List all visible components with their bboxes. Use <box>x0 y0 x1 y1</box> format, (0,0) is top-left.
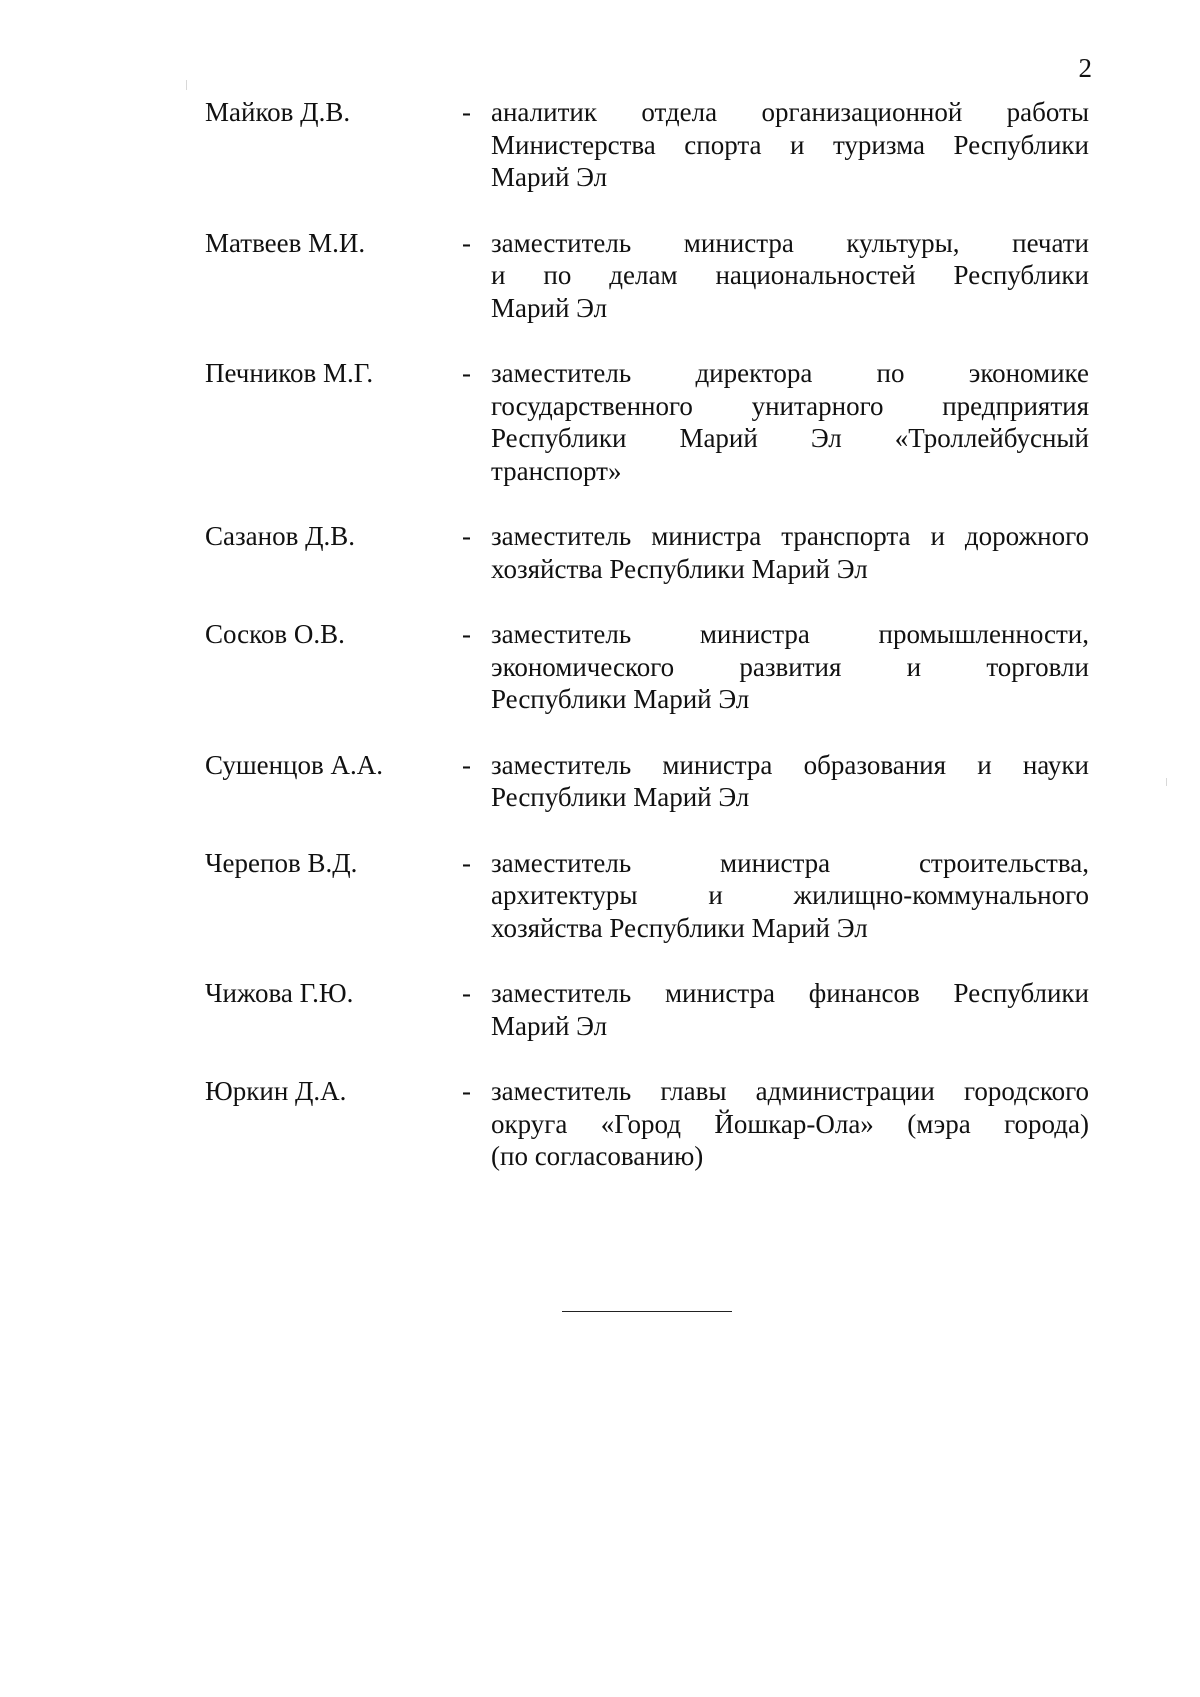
member-list <box>0 96 1200 1173</box>
member-role-line: Республики Марий Эл <box>491 684 750 714</box>
member-role-line: архитектуры и жилищно-коммунального <box>491 880 1089 910</box>
member-role-line: Министерства спорта и туризма Республики <box>491 129 1089 160</box>
member-dash: - <box>462 619 471 649</box>
scan-artifact <box>186 80 187 90</box>
page-number: 2 <box>1078 53 1092 83</box>
member-name: Черепов В.Д. <box>205 847 358 878</box>
member-role-line: округа «Город Йошкар-Ола» (мэра города) <box>491 1108 1089 1139</box>
member-row <box>0 357 1200 487</box>
member-name: Сазанов Д.В. <box>205 521 356 551</box>
member-name: Сушенцов А.А. <box>205 749 384 780</box>
member-role <box>491 618 1089 716</box>
member-row <box>0 227 1200 325</box>
member-role-line: Марий Эл <box>491 292 608 323</box>
member-role-line: аналитик отдела организационной работы <box>491 97 1089 127</box>
scan-artifact <box>1166 778 1167 786</box>
member-dash: - <box>462 1076 471 1106</box>
member-role <box>491 520 1089 585</box>
member-dash: - <box>462 749 471 780</box>
member-row <box>0 96 1200 194</box>
member-role <box>491 96 1089 194</box>
member-dash: - <box>462 227 471 258</box>
member-role-line: и по делам национальностей Республики <box>491 260 1089 290</box>
member-dash: - <box>462 847 471 878</box>
member-role-line: (по согласованию) <box>491 1141 704 1171</box>
member-role-line: заместитель директора по экономике <box>491 358 1089 388</box>
member-role-line: заместитель министра промышленности, <box>491 619 1089 649</box>
member-role-line: Марий Эл <box>491 1010 608 1041</box>
member-name: Чижова Г.Ю. <box>205 978 354 1008</box>
member-role-line: транспорт» <box>491 455 622 486</box>
member-role <box>491 1075 1089 1173</box>
member-role-line: Республики Марий Эл «Троллейбусный <box>491 423 1089 453</box>
member-role <box>491 227 1089 325</box>
member-role-line: заместитель министра культуры, печати <box>491 227 1089 258</box>
member-role-line: государственного унитарного предприятия <box>491 390 1089 421</box>
member-name: Печников М.Г. <box>205 358 374 388</box>
member-row <box>0 1075 1200 1173</box>
member-role-line: хозяйства Республики Марий Эл <box>491 912 868 943</box>
member-role <box>491 357 1089 487</box>
member-dash: - <box>462 521 471 551</box>
end-of-list-rule <box>562 1311 732 1312</box>
member-dash: - <box>462 97 471 127</box>
member-role-line: Республики Марий Эл <box>491 782 750 812</box>
member-role-line: заместитель министра финансов Республики <box>491 978 1089 1008</box>
member-name: Матвеев М.И. <box>205 227 366 258</box>
member-role <box>491 977 1089 1042</box>
member-name: Майков Д.В. <box>205 97 351 127</box>
member-name: Сосков О.В. <box>205 619 345 649</box>
member-role-line: заместитель министра транспорта и дорожного <box>491 521 1089 551</box>
member-row <box>0 520 1200 585</box>
member-dash: - <box>462 978 471 1008</box>
member-row <box>0 618 1200 716</box>
member-row <box>0 977 1200 1042</box>
member-row <box>0 749 1200 814</box>
member-dash: - <box>462 358 471 388</box>
member-role-line: заместитель министра образования и науки <box>491 749 1089 780</box>
member-role-line: хозяйства Республики Марий Эл <box>491 553 868 584</box>
member-name: Юркин Д.А. <box>205 1076 347 1106</box>
member-role-line: заместитель главы администрации городского <box>491 1076 1089 1106</box>
member-role-line: заместитель министра строительства, <box>491 847 1089 878</box>
member-role <box>491 847 1089 945</box>
member-role-line: Марий Эл <box>491 162 608 192</box>
member-row <box>0 847 1200 945</box>
member-role <box>491 749 1089 814</box>
member-role-line: экономического развития и торговли <box>491 651 1089 682</box>
